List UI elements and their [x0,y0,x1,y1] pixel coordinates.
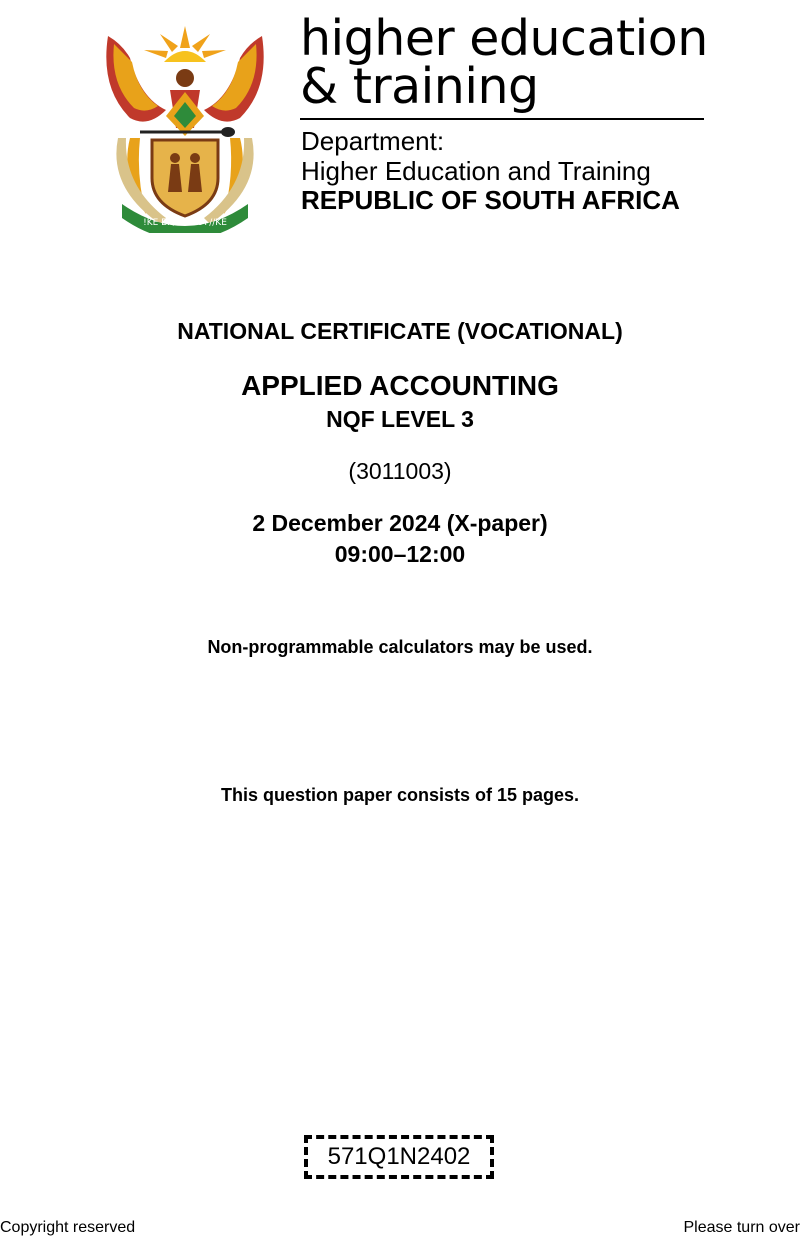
brand-name-line1: higher education [300,10,708,67]
department-name: Higher Education and Training [301,156,651,186]
brand-name-line2: & training [300,58,539,115]
department-country: REPUBLIC OF SOUTH AFRICA [301,185,680,215]
coat-of-arms-logo [100,18,270,233]
paper-id: 571Q1N2402 [327,1143,471,1170]
footer-copyright: Copyright reserved [0,1219,136,1236]
certificate-title: NATIONAL CERTIFICATE (VOCATIONAL) [177,318,623,344]
subject-title: APPLIED ACCOUNTING [241,370,559,401]
sun-icon [144,26,226,62]
subject-code: (3011003) [348,458,452,484]
shield-icon [152,140,218,216]
nqf-level: NQF LEVEL 3 [326,406,474,432]
exam-time: 09:00–12:00 [334,541,466,567]
calculator-note: Non-programmable calculators may be used. [207,637,593,657]
department-label: Department: [301,126,445,156]
svg-text:!KE E: /XARRA //KE: !KE E: /XARRA //KE [143,218,227,228]
footer-turn-over: Please turn over [683,1219,800,1236]
paper-id-box [304,1135,494,1179]
page-count-note: This question paper consists of 15 pages. [220,785,580,805]
brand-divider [300,118,704,120]
exam-date: 2 December 2024 (X-paper) [252,510,548,536]
